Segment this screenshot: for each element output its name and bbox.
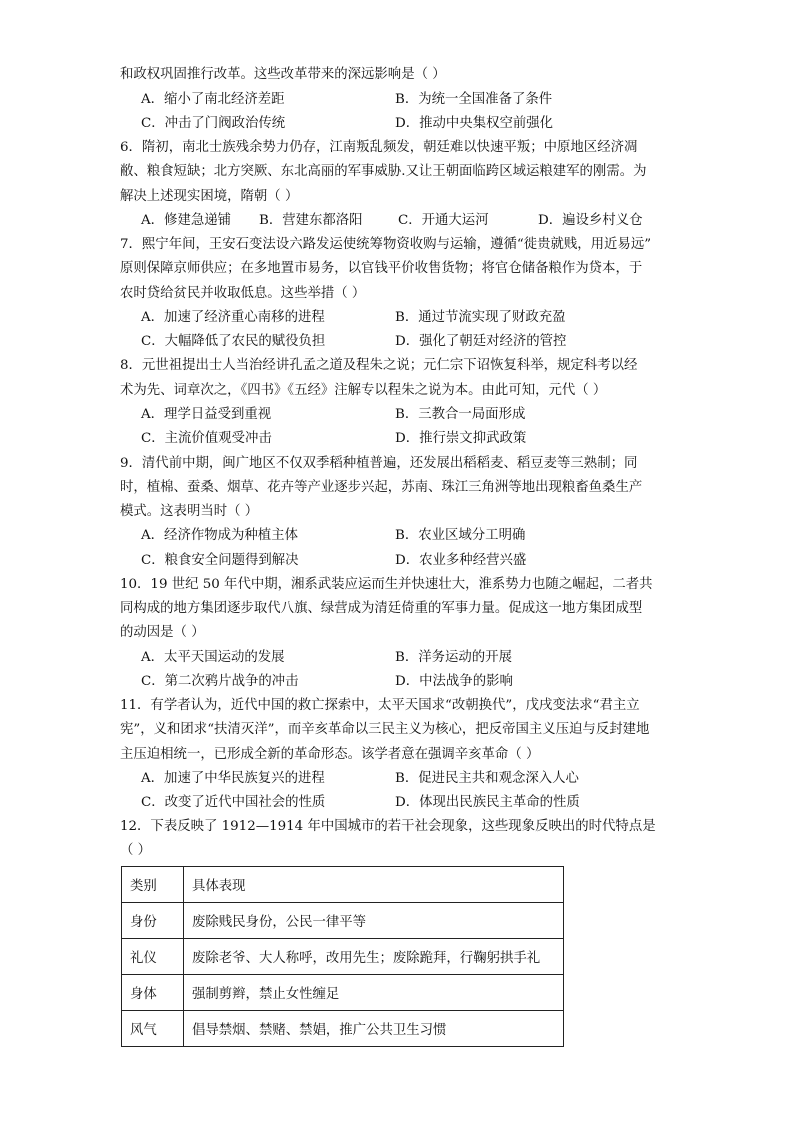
table-cell-category: 身体: [122, 975, 184, 1011]
q10-option-d[interactable]: D．中法战争的影响: [395, 674, 513, 689]
q10-stem-line-3: 的动因是（ ）: [120, 625, 205, 640]
table-row: [122, 903, 564, 939]
q12-stem-line-2: （ ）: [120, 843, 152, 858]
q11-option-c[interactable]: C．改变了近代中国社会的性质: [141, 795, 326, 810]
q11-option-b[interactable]: B．促进民主共和观念深入人心: [395, 771, 579, 786]
table-row: [122, 975, 564, 1011]
table-cell-detail: 强制剪辫，禁止女性缠足: [184, 975, 564, 1011]
q6-option-a[interactable]: A．修建急递铺: [141, 213, 232, 228]
q7-option-a[interactable]: A．加速了经济重心南移的进程: [141, 310, 325, 325]
q6-option-c[interactable]: C．开通大运河: [398, 213, 489, 228]
q7-stem-line-2: 原则保障京师供应；在多地置市易务，以官钱平价收售货物；将官仓储备粮作为贷本，于: [120, 261, 643, 276]
q10-option-c[interactable]: C．第二次鸦片战争的冲击: [141, 674, 299, 689]
q9-option-a[interactable]: A．经济作物成为种植主体: [141, 528, 298, 543]
q9-option-d[interactable]: D．农业多种经营兴盛: [395, 553, 527, 568]
q5-option-b[interactable]: B．为统一全国准备了条件: [395, 92, 553, 107]
table-row: [122, 939, 564, 975]
q8-stem-line-2: 术为先、词章次之，《四书》《五经》注解专以程朱之说为本。由此可知，元代（ ）: [120, 383, 607, 398]
q10-stem-line-1: 10．19 世纪 50 年代中期，湘系武装应运而生并快速壮大，淮系势力也随之崛起，二者共: [120, 577, 653, 592]
q7-option-d[interactable]: D．强化了朝廷对经济的管控: [395, 334, 567, 349]
table-cell-category: 礼仪: [122, 939, 184, 975]
q10-stem-line-2: 同构成的地方集团逐步取代八旗、绿营成为清廷倚重的军事力量。促成这一地方集团成型: [120, 601, 643, 616]
q5-option-a[interactable]: A．缩小了南北经济差距: [141, 92, 285, 107]
q9-option-c[interactable]: C．粮食安全问题得到解决: [141, 553, 299, 568]
q11-stem-line-3: 主压迫相统一，已形成全新的革命形态。该学者意在强调辛亥革命（ ）: [120, 747, 540, 762]
q9-option-b[interactable]: B．农业区域分工明确: [395, 528, 526, 543]
table-header-row: [122, 867, 564, 903]
social-phenomena-table: [121, 866, 564, 1047]
q6-stem-line-1: 6．隋初，南北士族残余势力仍存，江南叛乱频发，朝廷难以快速平叛；中原地区经济凋: [120, 140, 638, 155]
q6-option-b[interactable]: B．营建东都洛阳: [259, 213, 363, 228]
table-row: [122, 1011, 564, 1047]
table-cell-detail: 倡导禁烟、禁赌、禁娼，推广公共卫生习惯: [184, 1011, 564, 1047]
q11-option-a[interactable]: A．加速了中华民族复兴的进程: [141, 771, 325, 786]
q11-option-d[interactable]: D．体现出民族民主革命的性质: [395, 795, 580, 810]
q5-option-d[interactable]: D．推动中央集权空前强化: [395, 116, 554, 131]
q12-stem-line-1: 12．下表反映了 1912—1914 年中国城市的若干社会现象，这些现象反映出的时代特点是: [120, 819, 656, 834]
q6-stem-line-3: 解决上述现实困境，隋朝（ ）: [120, 189, 299, 204]
q8-stem-line-1: 8．元世祖提出士人当治经讲孔孟之道及程朱之说；元仁宗下诏恢复科举，规定科考以经: [120, 358, 638, 373]
table-cell-detail: 废除贱民身份，公民一律平等: [184, 903, 564, 939]
q5-stem-continuation: 和政权巩固推行改革。这些改革带来的深远影响是（ ）: [120, 67, 446, 82]
q11-stem-line-1: 11．有学者认为，近代中国的救亡探索中，太平天国求“改朝换代”，戊戌变法求“君主立: [120, 698, 640, 713]
q8-option-d[interactable]: D．推行崇文抑武政策: [395, 431, 527, 446]
q7-option-b[interactable]: B．通过节流实现了财政充盈: [395, 310, 566, 325]
q8-option-b[interactable]: B．三教合一局面形成: [395, 407, 526, 422]
q6-option-d[interactable]: D．遍设乡村义仓: [538, 213, 643, 228]
q10-option-b[interactable]: B．洋务运动的开展: [395, 650, 512, 665]
q5-option-c[interactable]: C．冲击了门阀政治传统: [141, 116, 286, 131]
q6-stem-line-2: 敝、粮食短缺；北方突厥、东北高丽的军事威胁.又让王朝面临跨区域运粮建军的刚需。为: [120, 164, 647, 179]
q8-option-a[interactable]: A．理学日益受到重视: [141, 407, 272, 422]
q10-option-a[interactable]: A．太平天国运动的发展: [141, 650, 285, 665]
q8-option-c[interactable]: C．主流价值观受冲击: [141, 431, 272, 446]
table-header-category: 类别: [122, 867, 184, 903]
table-cell-category: 身份: [122, 903, 184, 939]
q11-stem-line-2: 宪”，义和团求“扶清灭洋”，而辛亥革命以三民主义为核心，把反帝国主义压迫与反封建地: [120, 722, 650, 737]
table-header-detail: 具体表现: [184, 867, 564, 903]
table-cell-category: 风气: [122, 1011, 184, 1047]
q7-stem-line-3: 农时贷给贫民并收取低息。这些举措（ ）: [120, 286, 366, 301]
q9-stem-line-1: 9．清代前中期，闽广地区不仅双季稻种植普遍，还发展出稻稻麦、稻豆麦等三熟制；同: [120, 456, 638, 471]
q7-stem-line-1: 7．熙宁年间，王安石变法设六路发运使统筹物资收购与运输，遵循“徙贵就贱，用近易远”: [120, 237, 652, 252]
q9-stem-line-3: 模式。这表明当时（ ）: [120, 504, 259, 519]
table-cell-detail: 废除老爷、大人称呼，改用先生；废除跪拜，行鞠躬拱手礼: [184, 939, 564, 975]
q9-stem-line-2: 时，植棉、蚕桑、烟草、花卉等产业逐步兴起，苏南、珠江三角洲等地出现粮畜鱼桑生产: [120, 480, 643, 495]
q7-option-c[interactable]: C．大幅降低了农民的赋役负担: [141, 334, 326, 349]
